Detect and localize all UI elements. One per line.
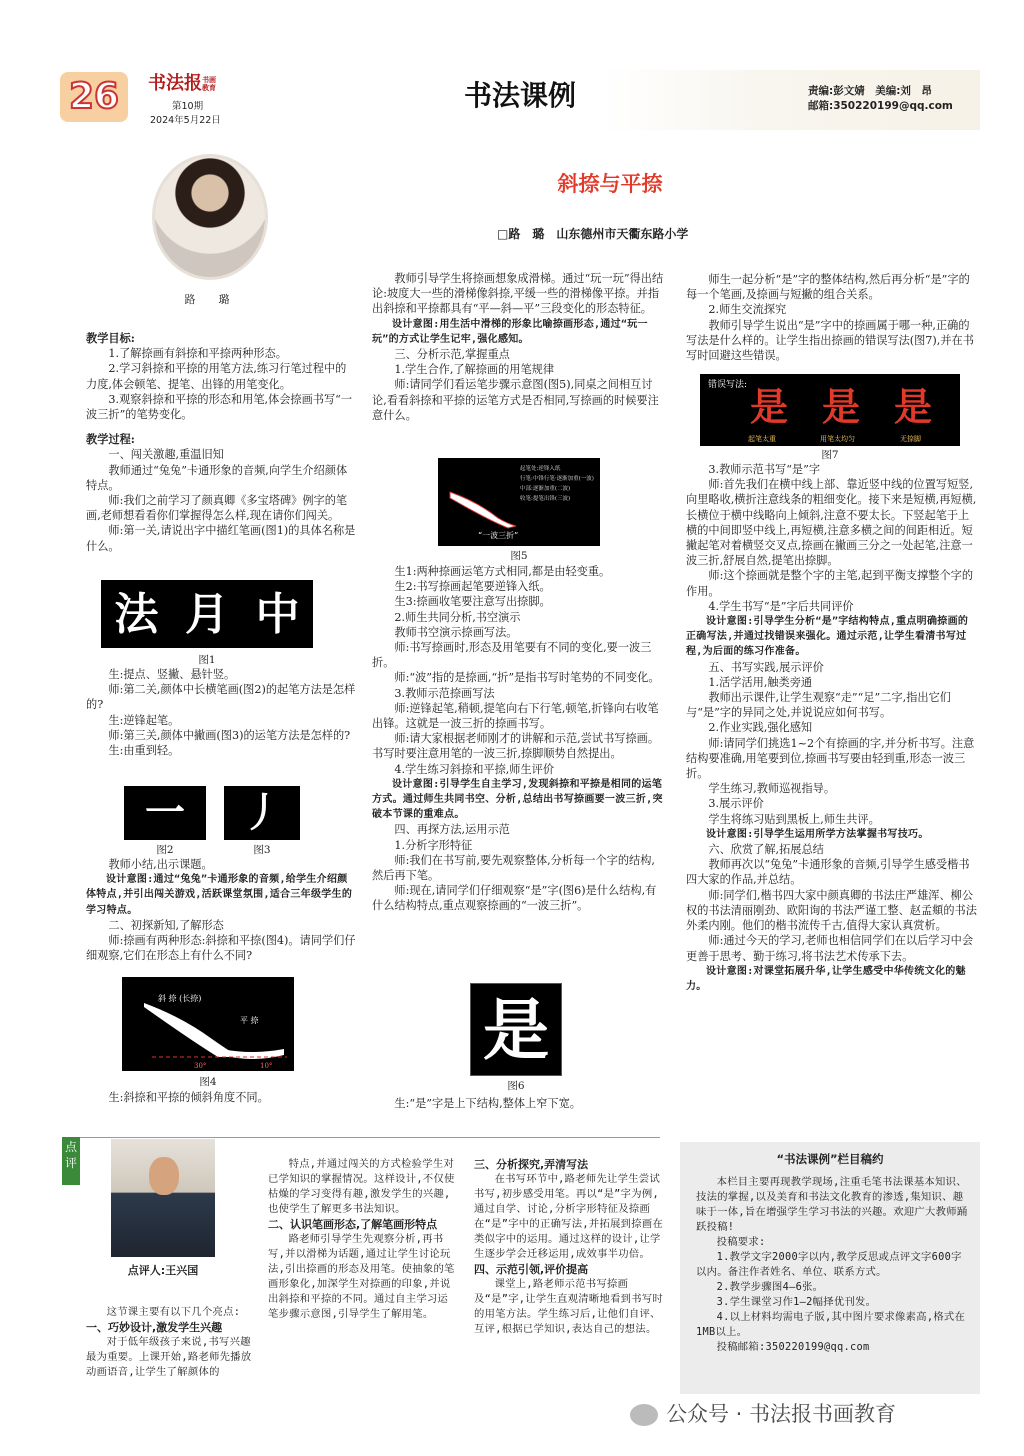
fig7-glyph: 是 xyxy=(750,384,789,429)
paragraph: 教师引导学生将捺画想象成滑梯。通过“玩一玩”得出结论:坡度大一些的滑梯像斜捺,平缓一些的滑梯像平捺。并指出斜捺和平捺都具有“平—斜—平”三段变化的形态特征。 xyxy=(372,272,664,316)
paragraph: 教师通过“兔兔”卡通形象的音频,向学生介绍颜体特点。 xyxy=(86,463,348,492)
fig7-glyph: 是 xyxy=(894,384,933,429)
figure-5 xyxy=(438,458,600,546)
figure-4 xyxy=(122,977,294,1071)
paragraph: 教学过程: xyxy=(86,432,135,447)
paragraph: 师:我们在书写前,要先观察整体,分析每一个字的结构,然后再下笔。 xyxy=(372,853,655,883)
paragraph: 师:现在,请同学们仔细观察“是”字(图6)是什么结构,有什么结构特点,重点观察捺画的“一波三折”。 xyxy=(372,884,657,913)
editors-info: 责编:彭文婧 美编:刘 昂 邮箱:350220199@qq.com xyxy=(808,85,953,112)
fig7-label: 起笔太重 xyxy=(748,435,776,443)
paragraph: 师:第二关,颜体中长横笔画(图2)的起笔方法是怎样的? xyxy=(86,683,356,712)
notice-req: 1.教学文字2000字以内,教学反思或点评文字600字以内。备注作者姓名、单位、联系方式。 xyxy=(696,1251,962,1278)
notice-req: 4.以上材料均需电子版,其中图片要求像素高,格式在1MB以上。 xyxy=(696,1311,966,1338)
paragraph: 师:第三关,颜体中撇画(图3)的运笔方法是怎样的? xyxy=(108,728,351,742)
paragraph: 师:书写捺画时,形态及用笔要有不同的变化,要一波三折。 xyxy=(372,641,652,670)
review-tab: 点评 xyxy=(62,1137,80,1185)
paragraph: 生:斜捺和平捺的倾斜角度不同。 xyxy=(108,1091,269,1104)
paragraph: 生2:书写捺画起笔要逆锋入纸。 xyxy=(394,580,551,594)
paragraph: 生:“是”字是上下结构,整体上窄下宽。 xyxy=(394,1097,581,1110)
figure-4-strokes xyxy=(122,977,294,1071)
paragraph: 师:第一关,请说出字中描红笔画(图1)的具体名称是什么。 xyxy=(86,524,356,553)
review-paragraph: 课堂上,路老师示范书写捺画及“是”字,让学生直观清晰地看到书写时的用笔方法。学生练习后,让他们自评、互评,根据已学知识,表达自己的想法。 xyxy=(474,1278,664,1335)
fig5-bottom-text: “一波三折” xyxy=(478,531,519,540)
paragraph: 教师再次以“兔兔”卡通形象的音频,引导学生感受楷书四大家的作品,并总结。 xyxy=(686,858,970,887)
paragraph: 一、闯关激趣,重温旧知 xyxy=(108,448,224,462)
paragraph: 师:“波”指的是捺画,“折”是指书写时笔势的不同变化。 xyxy=(394,671,660,685)
paragraph: 教师引导学生说出“是”字中的捺画属于哪一种,正确的写法是什么样的。让学生指出捺画的错误写法(图7),并在书写时回避这些错误。 xyxy=(686,318,974,363)
notice-req: 2.教学步骤图4—6张。 xyxy=(716,1281,824,1293)
review-paragraph: 特点,并通过闯关的方式检验学生对已学知识的掌握情况。这样设计,不仅使枯燥的学习变得有趣,激发学生的兴趣,也使学生了解更多书法知识。 xyxy=(268,1158,455,1215)
page-number: 26 xyxy=(60,72,128,122)
paragraph: 师:首先我们在横中线上部、靠近竖中线的位置写短竖,向里略收,横折注意线条的粗细变化。接下来是短横,再短横,长横位于横中线略向上倾斜,注意不要太长。下竖起笔于上横的中间即竖中线上,再短横,注意多横之间的间距相近。短撇起笔对着横竖交叉点,捺画在撇画三分之一处起笔,注意一波三折,舒展自然,提笔出捺脚。 xyxy=(686,478,977,568)
fig7-glyph: 是 xyxy=(822,384,861,429)
call-for-papers xyxy=(680,1142,980,1394)
fig4-label-b: 平 捺 xyxy=(240,1016,259,1025)
fig1-char: 月 xyxy=(184,588,229,640)
paragraph: 3.教师示范书写“是”字 xyxy=(708,463,821,476)
review-paragraph: 对于低年级孩子来说,书写兴趣最为重要。上课开始,路老师先播放动画语音,让学生了解颜体的 xyxy=(86,1336,252,1378)
issue-number: 第10期 xyxy=(172,101,204,112)
notice-body: 本栏目主要再现教学现场,注重毛笔书法课基本知识、技法的掌握,以及美育和书法文化教育的渗透,集知识、趣味于一体,旨在增强学生学习书法的兴趣。欢迎广大教师踊跃投稿! xyxy=(696,1176,968,1233)
paragraph: 师生一起分析“是”字的整体结构,然后再分析“是”字的每一个笔画,及捺画与短撇的组合关系。 xyxy=(686,273,970,302)
paragraph: 师:这个捺画就是整个字的主笔,起到平衡支撑整个字的作用。 xyxy=(686,569,974,598)
paragraph: 3.教师示范捺画写法 xyxy=(394,686,495,700)
paragraph: 二、初探新知,了解形态 xyxy=(108,918,224,932)
figure-3: 丿 xyxy=(224,786,300,840)
paragraph: 生3:捺画收笔要注意写出捺脚。 xyxy=(394,595,551,609)
column-1 xyxy=(86,331,356,554)
paragraph: 四、再探方法,运用示范 xyxy=(394,823,510,837)
fig1-char: 中 xyxy=(255,588,300,640)
figure-6-caption: 图6 xyxy=(507,1080,525,1092)
figure-7-caption: 图7 xyxy=(821,449,839,461)
paragraph: 2.师生交流探究 xyxy=(708,303,787,317)
paragraph: 五、书写实践,展示评价 xyxy=(708,660,824,674)
paragraph: 生:由重到轻。 xyxy=(108,744,180,758)
paragraph: 师:通过今天的学习,老师也相信同学们在以后学习中会更善于思考、勤于练习,将书法艺术传承下去。 xyxy=(686,934,974,963)
paragraph: 生:提点、竖撇、悬针竖。 xyxy=(108,668,236,681)
figure-7 xyxy=(700,374,960,446)
paragraph: 师:同学们,楷书四大家中颜真卿的书法庄严雄浑、柳公权的书法清丽刚劲、欧阳询的书法严谨工整、赵孟頫的书法外柔内刚。他们的楷书流传千古,值得大家认真赏析。 xyxy=(686,888,977,933)
paragraph: 3.观察斜捺和平捺的形态和用笔,体会捺画书写“一波三折”的笔势变化。 xyxy=(86,392,353,422)
paragraph: 教师出示课件,让学生观察“走”“足”二字,指出它们与“是”字的异同之处,并说说应如何书写。 xyxy=(686,691,951,720)
column-1b xyxy=(86,667,356,758)
paragraph: 教学目标: xyxy=(86,331,135,345)
review-col-c xyxy=(474,1157,664,1337)
paragraph: 1.学生合作,了解捺画的用笔规律 xyxy=(394,363,555,377)
fig5-notes: 起笔处:逆锋入纸 行笔:中锋行笔·逐渐加重(一波) 中部:逐渐加重(二波) 收笔:提笔出锋(三波) xyxy=(520,466,594,502)
paragraph: 教师书空演示捺画写法。 xyxy=(394,625,518,639)
fig4-label-a: 斜 捺 (长捺) xyxy=(158,994,202,1003)
paragraph: 三、分析示范,掌握重点 xyxy=(394,348,510,362)
notice-req: 3.学生课堂习作1—2幅择优刊发。 xyxy=(716,1296,877,1308)
review-paragraph: 路老师引导学生先观察分析,再书写,并以滑梯为话题,通过让学生讨论玩法,引出捺画的形态及用笔。使抽象的笔画形象化,加深学生对捺画的印象,并说出斜捺和平捺的不同。通过自主学习运笔步骤示意图,引导学生了解用笔。 xyxy=(268,1233,455,1320)
paragraph: 学生练习,教师巡视指导。 xyxy=(708,782,836,796)
figure-3-caption: 图3 xyxy=(253,844,271,856)
figure-2-caption: 图2 xyxy=(156,844,174,856)
paragraph: 设计意图:通过“兔兔”卡通形象的音频,给学生介绍颜体特点,并引出闯关游戏,活跃课堂氛围,适合三年级学生的学习特点。 xyxy=(86,874,353,916)
notice-title: “书法课例”栏目稿约 xyxy=(776,1152,884,1166)
paragraph: 师:逆锋起笔,稍顿,提笔向右下行笔,顿笔,折锋向右收笔出锋。这就是一波三折的捺画书写。 xyxy=(372,701,659,731)
paragraph: 生:逆锋起笔。 xyxy=(108,713,180,727)
section-title: 书法课例 xyxy=(463,79,576,112)
notice-req-title: 投稿要求: xyxy=(716,1236,766,1248)
paragraph: 设计意图:用生活中滑梯的形象比喻捺画形态,通过“玩一玩”的方式让学生记牢,强化感知。 xyxy=(372,318,648,345)
paragraph: 师:请同学们看运笔步骤示意图(图5),同桌之间相互讨论,看看斜捺和平捺的运笔方式是否相同,写捺画的时候要注意什么。 xyxy=(372,378,659,422)
figure-2: 一 xyxy=(124,786,206,840)
review-col-a xyxy=(86,1305,256,1380)
fig1-char: 法 xyxy=(114,588,159,640)
paragraph: 师:请同学们挑选1~2个有捺画的字,并分析书写。注意结构要准确,用笔要到位,捺画书写要由轻到重,形态一波三折。 xyxy=(686,736,975,781)
paragraph: 师:捺画有两种形态:斜捺和平捺(图4)。请同学们仔细观察,它们在形态上有什么不同? xyxy=(86,934,356,963)
article-byline: □路 璐 山东德州市天衢东路小学 xyxy=(497,227,689,241)
review-paragraph: 一、巧妙设计,激发学生兴趣 xyxy=(86,1321,223,1334)
paragraph: 1.活学活用,触类旁通 xyxy=(708,675,813,689)
article-title: 斜捺与平捺 xyxy=(557,172,663,196)
fig4-angle-a: 30° xyxy=(194,1062,207,1070)
issue-date: 2024年5月22日 xyxy=(150,115,221,126)
review-paragraph: 这节课主要有以下几个亮点: xyxy=(106,1306,241,1318)
figure-6: 是 xyxy=(470,983,562,1076)
review-col-b xyxy=(268,1157,458,1322)
paragraph: 设计意图:引导学生自主学习,发现斜捺和平捺是相同的运笔方式。通过师生共同书空、分析,总结出书写捺画要一波三折,突破本节课的重难点。 xyxy=(372,778,663,821)
review-separator xyxy=(62,1137,660,1138)
review-paragraph: 二、认识笔画形态,了解笔画形特点 xyxy=(268,1218,438,1231)
review-paragraph: 三、分析探究,弄清写法 xyxy=(474,1158,589,1171)
fig7-title: 错误写法: xyxy=(708,380,748,390)
paragraph: 生1:两种捺画运笔方式相同,都是由轻变重。 xyxy=(394,565,611,578)
column-2b xyxy=(372,564,666,914)
column-1d xyxy=(86,1090,356,1105)
figure-1 xyxy=(101,580,313,648)
column-1c xyxy=(86,857,356,963)
paragraph: 师:我们之前学习了颜真卿《多宝塔碑》例字的笔画,老师想看看你们掌握得怎么样,现在请你们闯关。 xyxy=(86,494,348,523)
fig7-label: 用笔太均匀 xyxy=(820,435,855,443)
paragraph: 2.作业实践,强化感知 xyxy=(708,721,813,735)
paragraph: 1.分析字形特征 xyxy=(394,838,473,852)
reviewer-photo xyxy=(111,1139,215,1257)
author-caption: 路 璐 xyxy=(184,293,236,306)
fig7-label: 无捺脚 xyxy=(900,435,921,443)
column-2c xyxy=(372,1096,666,1111)
paragraph: 教师小结,出示课题。 xyxy=(108,858,213,871)
paragraph: 4.学生书写“是”字后共同评价 xyxy=(708,599,854,613)
figure-1-caption: 图1 xyxy=(198,654,216,666)
reviewer-name: 点评人:王兴国 xyxy=(127,1264,199,1277)
fig4-angle-b: 10° xyxy=(260,1062,273,1070)
paragraph: 设计意图:对课堂拓展升华,让学生感受中华传统文化的魅力。 xyxy=(686,965,966,992)
paragraph: 1.了解捺画有斜捺和平捺两种形态。 xyxy=(108,347,287,361)
figure-4-caption: 图4 xyxy=(199,1076,217,1088)
paragraph: 设计意图:引导学生分析“是”字结构特点,重点明确捺画的正确写法,并通过找错误来强化。通过示范,让学生看清书写过程,为后面的练习作准备。 xyxy=(686,616,969,658)
figure-5-caption: 图5 xyxy=(510,550,528,562)
paragraph: 设计意图:引导学生运用所学方法掌握书写技巧。 xyxy=(706,828,929,840)
paragraph: 4.学生练习斜捺和平捺,师生评价 xyxy=(394,762,555,776)
author-portrait xyxy=(152,154,268,280)
paragraph: 3.展示评价 xyxy=(708,797,764,811)
column-3 xyxy=(686,272,978,363)
column-2 xyxy=(372,271,666,423)
paragraph: 2.学习斜捺和平捺的用笔方法,练习行笔过程中的力度,体会顿笔、提笔、出锋的用笔变化。 xyxy=(86,362,347,391)
notice-email: 投稿邮箱:350220199@qq.com xyxy=(716,1341,870,1353)
newspaper-logo: 书法报书画教育 xyxy=(148,73,216,94)
paragraph: 学生将练习贴到黑板上,师生共评。 xyxy=(708,812,880,826)
column-3b xyxy=(686,462,978,994)
paragraph: 六、欣赏了解,拓展总结 xyxy=(708,843,824,857)
paragraph: 2.师生共同分析,书空演示 xyxy=(394,610,521,624)
review-paragraph: 在书写环节中,路老师先让学生尝试书写,初步感受用笔。再以“是”字为例,通过自学、讨论,分析字形特征及捺画在“是”字中的正确写法,并拓展到捺画在类似字中的运用。通过这样的设计,让学生逐步学会迁移运用,成效事半功倍。 xyxy=(474,1173,664,1260)
paragraph: 师:请大家根据老师刚才的讲解和示范,尝试书写捺画。书写时要注意用笔的一波三折,捺脚顺势自然提出。 xyxy=(372,732,660,761)
review-paragraph: 四、示范引领,评价提高 xyxy=(474,1263,589,1276)
watermark: 公众号 · 书法报书画教育 xyxy=(630,1396,896,1432)
wechat-icon xyxy=(630,1404,658,1426)
